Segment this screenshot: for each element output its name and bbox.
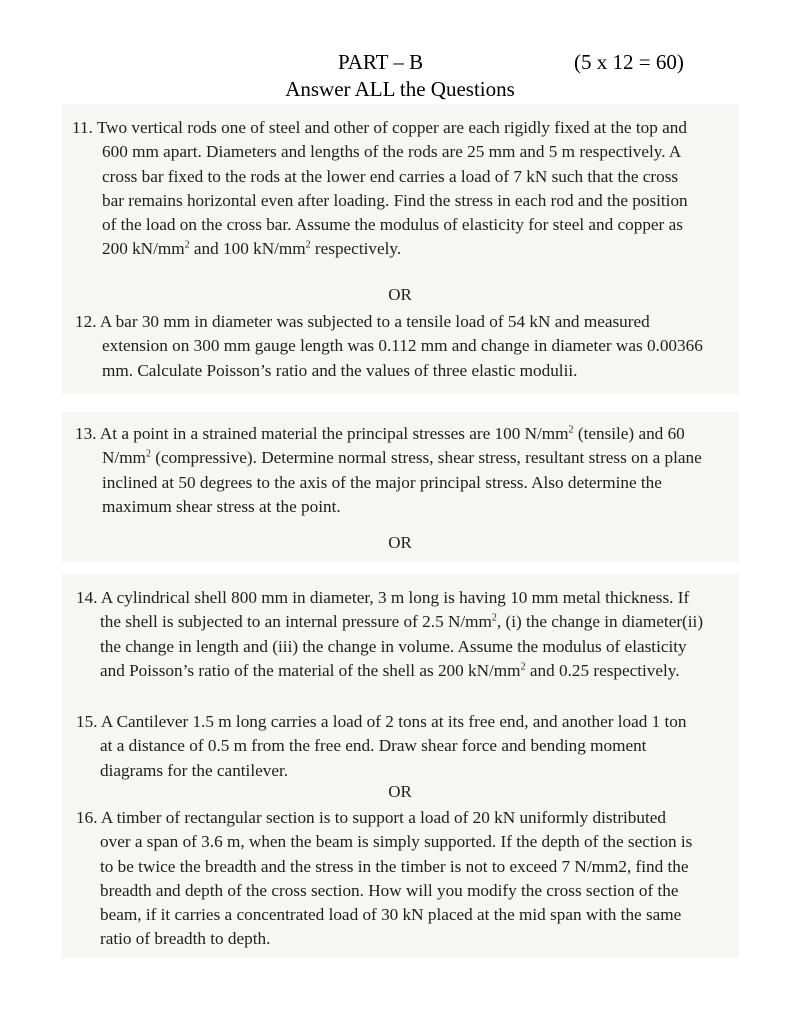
question-13-line-1: 13. At a point in a strained material the principal stresses are 100 $N/mm^2$ (tensile) and 60 bbox=[75, 424, 685, 443]
question-12-line-1: 12. A bar 30 mm in diameter was subjected to a tensile load of 54 kN and measured bbox=[75, 312, 650, 331]
or-divider-2: OR bbox=[388, 533, 412, 552]
question-15-line-3: diagrams for the cantilever. bbox=[100, 760, 289, 780]
question-14-line-1: 14. A cylindrical shell 800 mm in diameter, 3 m long is having 10 mm metal thickness. If bbox=[76, 588, 690, 607]
question-11-line-4: bar remains horizontal even after loading. Find the stress in each rod and the position bbox=[102, 190, 688, 210]
question-16-line-4: breadth and depth of the cross section. How will you modify the cross section of the bbox=[100, 880, 679, 900]
question-13 bbox=[75, 422, 735, 519]
page-header bbox=[0, 50, 800, 106]
question-16-line-2: over a span of 3.6 m, when the beam is simply supported. If the depth of the section is bbox=[100, 832, 693, 852]
question-11-line-2: 600 mm apart. Diameters and lengths of the rods are 25 mm and 5 m respectively. A bbox=[102, 142, 682, 162]
question-15-line-2: at a distance of 0.5 m from the free end. Draw shear force and bending moment bbox=[100, 736, 647, 756]
question-12 bbox=[75, 310, 735, 383]
question-11-line-6: 200 $kN/mm^2$ and 100 $kN/mm^2$ respectively. bbox=[102, 239, 402, 259]
question-14-line-2: the shell is subjected to an internal pressure of 2.5 $N/mm^2$, (i) the change in diameter(ii) bbox=[100, 612, 704, 632]
question-16-line-6: ratio of breadth to depth. bbox=[100, 929, 271, 949]
question-13-line-2: $N/mm^2$ (compressive). Determine normal stress, shear stress, resultant stress on a plane bbox=[102, 448, 702, 468]
question-13-line-3: inclined at 50 degrees to the axis of the major principal stress. Also determine the bbox=[102, 472, 662, 492]
question-15-line-1: 15. A Cantilever 1.5 m long carries a load of 2 tons at its free end, and another load 1 ton bbox=[76, 712, 687, 731]
or-divider-3: OR bbox=[388, 782, 412, 801]
instruction-text: Answer ALL the Questions bbox=[285, 77, 515, 101]
question-15 bbox=[76, 710, 736, 783]
question-11-line-5: of the load on the cross bar. Assume the modulus of elasticity for steel and copper as bbox=[102, 215, 683, 235]
question-11-line-1: 11. Two vertical rods one of steel and other of copper are each rigidly fixed at the top and bbox=[72, 118, 687, 137]
question-14 bbox=[76, 586, 736, 683]
question-11-line-3: cross bar fixed to the rods at the lower end carries a load of 7 kN such that the cross bbox=[102, 166, 679, 186]
question-16-line-3: to be twice the breadth and the stress in the timber is not to exceed 7 N/mm2, find the bbox=[100, 856, 689, 876]
question-14-line-4: and Poisson’s ratio of the material of the shell as 200 $kN/mm^2$ and 0.25 respectively. bbox=[100, 660, 680, 680]
question-16-line-1: 16. A timber of rectangular section is to support a load of 20 kN uniformly distributed bbox=[76, 808, 666, 827]
question-12-line-2: extension on 300 mm gauge length was 0.112 mm and change in diameter was 0.00366 bbox=[102, 336, 703, 356]
question-11 bbox=[72, 116, 732, 262]
part-title: PART – B bbox=[338, 50, 424, 74]
question-16 bbox=[76, 806, 736, 952]
question-13-line-4: maximum shear stress at the point. bbox=[102, 496, 341, 516]
marks-allocation: (5 x 12 = 60) bbox=[574, 50, 684, 74]
or-divider-1: OR bbox=[388, 285, 412, 304]
question-12-line-3: mm. Calculate Poisson’s ratio and the values of three elastic modulii. bbox=[102, 360, 578, 380]
question-14-line-3: the change in length and (iii) the change in volume. Assume the modulus of elasticity bbox=[100, 636, 687, 656]
question-16-line-5: beam, if it carries a concentrated load of 30 kN placed at the mid span with the same bbox=[100, 905, 682, 925]
